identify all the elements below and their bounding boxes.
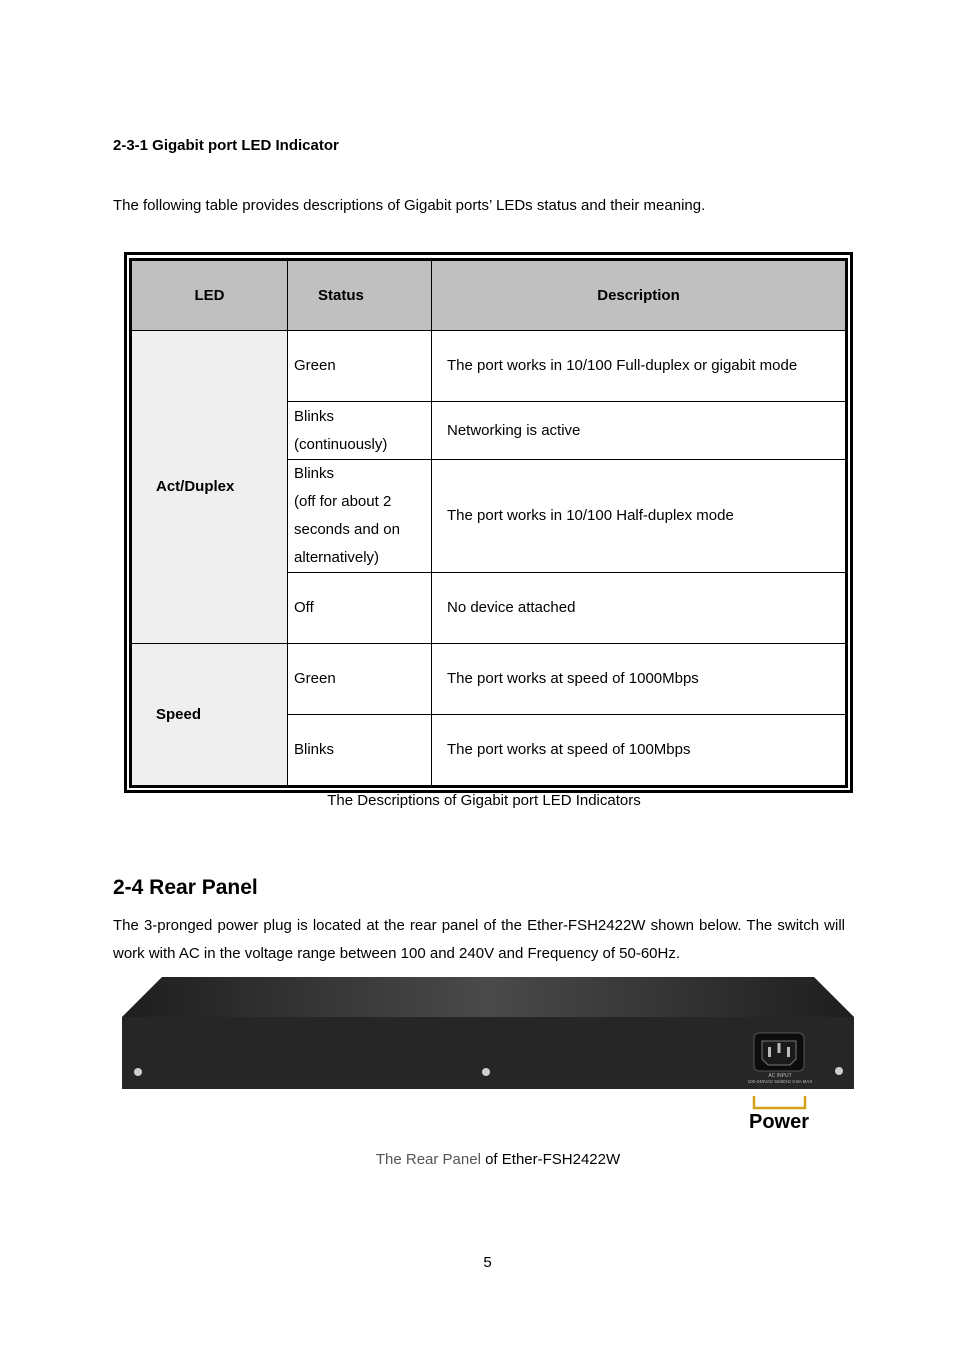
ac-input-label: AC INPUT (768, 1073, 792, 1079)
status-line: alternatively) (294, 549, 380, 566)
status-cell: Green (288, 644, 432, 715)
led-act-duplex: Act/Duplex (132, 331, 288, 644)
table-row (132, 644, 846, 715)
power-socket-icon (754, 1033, 804, 1071)
screw-icon (482, 1068, 490, 1076)
status-cell (288, 402, 432, 460)
description-cell: No device attached (432, 573, 846, 644)
rear-panel-heading: 2-4 Rear Panel (113, 876, 258, 899)
table-row (132, 331, 846, 402)
status-line: Blinks (294, 465, 335, 482)
rear-panel-paragraph: The 3-pronged power plug is located at the rear panel of the Ether-FSH2422W shown below. The switch will work with AC in the voltage range between 100 and 240V and Frequency of 50-60Hz. (113, 917, 845, 962)
table-header-row (132, 261, 846, 331)
rear-panel-caption (0, 1151, 954, 1168)
status-line: Blinks (294, 407, 335, 425)
description-cell: The port works in 10/100 Full-duplex or gigabit mode (432, 331, 846, 402)
intro-paragraph: The following table provides descriptions of Gigabit ports’ LEDs status and their meaning. (113, 197, 706, 214)
status-line: seconds and on (294, 521, 400, 538)
status-cell: Green (288, 331, 432, 402)
ac-rating-label: 100-240VAC 50/60Hz 0.8A MAX (747, 1079, 813, 1084)
table-caption: The Descriptions of Gigabit port LED Indicators (327, 792, 641, 809)
status-cell: Blinks (288, 715, 432, 786)
section-heading: 2-3-1 Gigabit port LED Indicator (113, 137, 339, 154)
description-cell: The port works in 10/100 Half-duplex mode (432, 460, 846, 573)
caption-prefix: The Rear Panel (375, 1151, 481, 1168)
page-number: 5 (483, 1254, 492, 1271)
status-cell: Off (288, 573, 432, 644)
description-cell: The port works at speed of 100Mbps (432, 715, 846, 786)
led-speed: Speed (132, 644, 288, 786)
rear-panel-device-image (120, 977, 856, 1091)
description-cell: Networking is active (432, 402, 846, 460)
screw-icon (835, 1067, 843, 1075)
screw-icon (134, 1068, 142, 1076)
header-description: Description (432, 261, 846, 331)
led-table-frame (124, 252, 853, 793)
header-status: Status (288, 261, 432, 331)
status-line: (continuously) (294, 435, 388, 453)
header-led: LED (132, 261, 288, 331)
device-rear-face (122, 1017, 854, 1089)
led-indicator-table (131, 260, 846, 786)
description-cell: The port works at speed of 1000Mbps (432, 644, 846, 715)
power-label: Power (749, 1111, 810, 1133)
device-top-surface (122, 977, 854, 1017)
caption-suffix: of Ether-FSH2422W (480, 1151, 621, 1168)
status-line: (off for about 2 (294, 493, 392, 510)
status-cell (288, 460, 432, 573)
